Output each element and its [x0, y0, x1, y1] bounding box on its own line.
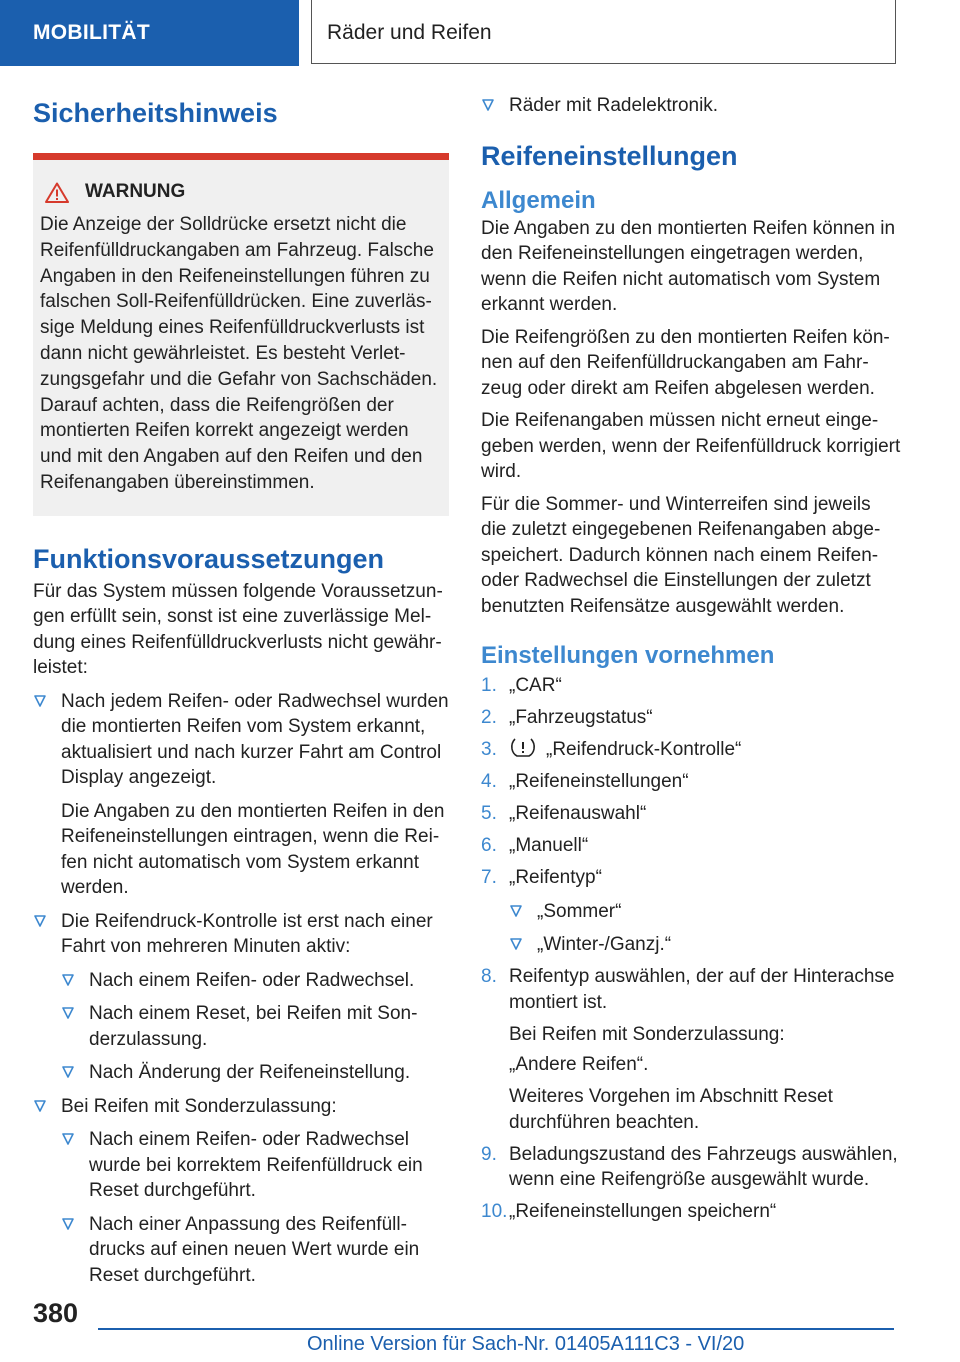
- step-text: „CAR“: [509, 675, 562, 697]
- step-text-row: [509, 737, 901, 763]
- paragraph: Die Angaben zu den montierten Reifen können in den Reifeneinstellungen eingetragen werden, wenn die Reifen nicht automatisch vom System erkannt werden.: [481, 217, 896, 316]
- sub-list-item: [509, 932, 901, 958]
- page-number: 380: [33, 1298, 79, 1328]
- step-item: [481, 737, 901, 763]
- heading-general: Allgemein: [481, 186, 596, 214]
- bullet-triangle-icon: [61, 1131, 75, 1147]
- sub-list-item-text: Nach einem Reifen- oder Radwechsel wurde bei korrektem Reifenfülldruck ein Reset durchgeführt.: [89, 1129, 423, 1202]
- step-extra: Bei Reifen mit Sonderzulassung:: [509, 1024, 785, 1046]
- step-text: „Reifenauswahl“: [509, 803, 647, 825]
- chapter-title: Räder und Reifen: [311, 0, 896, 64]
- heading-requirements: Funktionsvoraussetzungen: [33, 543, 385, 574]
- sub-list-item-text: „Sommer“: [537, 900, 622, 922]
- footer-divider: [98, 1328, 894, 1330]
- step-text: Reifentyp auswählen, der auf der Hinterachse montiert ist.: [509, 966, 895, 1013]
- step-item: [481, 801, 901, 827]
- paragraph: Die Reifengrößen zu den montierten Reifen können auf den Reifenfülldruckangaben am Fahrzeug oder direkt am Reifen abgelesen werden.: [481, 326, 890, 399]
- step-number: 4.: [481, 771, 497, 793]
- tire-pressure-icon: [509, 737, 537, 759]
- list-item: [33, 909, 449, 1086]
- bullet-triangle-icon: [509, 903, 523, 919]
- sub-list-item: [61, 1001, 449, 1052]
- step-number: 7.: [481, 867, 497, 889]
- step-number: 5.: [481, 803, 497, 825]
- warning-title-row: [45, 180, 442, 204]
- step-item: [481, 705, 901, 731]
- list-item: [33, 1094, 449, 1289]
- section-tab: MOBILITÄT: [0, 0, 299, 66]
- bullet-triangle-icon: [509, 936, 523, 952]
- paragraph: Für die Sommer- und Winterreifen sind jeweils die zuletzt eingegebenen Reifenangaben abgespeichert. Dadurch können nach einem Reifen- oder Radwechsel die Einstellungen der zuletzt benutzten Reifensätze ausgewählt werden.: [481, 493, 881, 617]
- requirements-list: [33, 689, 449, 1289]
- bullet-triangle-icon: [61, 1064, 75, 1080]
- step-text: „Reifeneinstellungen speichern“: [509, 1201, 777, 1223]
- warning-title: WARNUNG: [85, 181, 186, 203]
- continued-list: [481, 93, 901, 119]
- step-number: 1.: [481, 675, 497, 697]
- sub-list: [61, 968, 449, 1086]
- bullet-triangle-icon: [33, 693, 47, 709]
- step-item: [481, 1199, 901, 1225]
- list-item-text: Nach jedem Reifen- oder Radwechsel wurden die montierten Reifen vom System erkannt, aktualisiert und nach kurzer Fahrt am Control Display angezeigt.: [61, 690, 449, 789]
- list-item-text: Bei Reifen mit Sonderzulassung:: [61, 1095, 337, 1117]
- bullet-triangle-icon: [61, 1216, 75, 1232]
- sub-list-item: [61, 1212, 449, 1289]
- step-number: 8.: [481, 966, 497, 988]
- step-extra: „Andere Reifen“.: [509, 1053, 649, 1075]
- step-item: [481, 1142, 901, 1193]
- step-text: „Manuell“: [509, 835, 589, 857]
- sub-list-item-text: Nach einem Reifen- oder Radwechsel.: [89, 969, 415, 991]
- bullet-triangle-icon: [481, 97, 495, 113]
- bullet-triangle-icon: [33, 913, 47, 929]
- sub-list: [61, 1127, 449, 1288]
- step-item: [481, 833, 901, 859]
- step-text: „Reifeneinstellungen“: [509, 771, 689, 793]
- requirements-intro: Für das System müssen folgende Voraussetzungen erfüllt sein, sonst ist eine zuverlässige Meldung eines Reifenfülldruckverlusts nicht gewährleistet:: [33, 580, 443, 679]
- sub-list-item-text: Nach einem Reset, bei Reifen mit Sonderzulassung.: [89, 1003, 418, 1050]
- heading-steps: Einstellungen vornehmen: [481, 642, 775, 670]
- list-item-text: Die Reifendruck-Kontrolle ist erst nach einer Fahrt von mehreren Minuten aktiv:: [61, 910, 433, 958]
- left-column: [33, 96, 449, 1288]
- list-item-extra: Die Angaben zu den montierten Reifen in den Reifeneinstellungen eintragen, wenn die Reifen nicht automatisch vom System erkannt werden.: [61, 800, 445, 899]
- right-column: [481, 96, 901, 1225]
- bullet-triangle-icon: [61, 1005, 75, 1021]
- list-item-text: Räder mit Radelektronik.: [509, 95, 719, 116]
- sub-list-item: [61, 968, 449, 994]
- step-item: [481, 964, 901, 1135]
- warning-triangle-icon: [45, 182, 69, 203]
- sub-list-item-text: Nach einer Anpassung des Reifenfülldrucks auf einen neuen Wert wurde ein Reset durchgeführt.: [89, 1213, 420, 1286]
- step-number: 9.: [481, 1143, 497, 1165]
- bullet-triangle-icon: [61, 972, 75, 988]
- sub-list: [509, 899, 901, 958]
- step-number: 6.: [481, 835, 497, 857]
- bullet-triangle-icon: [33, 1098, 47, 1114]
- step-text: „Fahrzeugstatus“: [509, 707, 653, 729]
- sub-list-item-text: „Winter-/Ganzj.“: [537, 934, 672, 956]
- step-item: [481, 769, 901, 795]
- sub-list-item: [61, 1060, 449, 1086]
- step-text: „Reifentyp“: [509, 867, 602, 889]
- sub-list-item: [509, 899, 901, 925]
- step-text: Beladungszustand des Fahrzeugs auswählen, wenn eine Reifengröße ausgewählt wurde.: [509, 1143, 898, 1191]
- step-number: 2.: [481, 707, 497, 729]
- page-header: [0, 0, 960, 66]
- heading-safety: Sicherheitshinweis: [33, 98, 278, 128]
- sub-list-item: [61, 1127, 449, 1204]
- warning-text: Die Anzeige der Solldrücke ersetzt nicht die Reifenfülldruckangaben am Fahrzeug. Falsche Angaben in den Reifeneinstellungen führen zu falschen Soll-Reifenfülldrücken. Eine zuverlässige Meldung eines Reifenfülldruckverlusts ist dann nicht gewährleistet. Es besteht Verletzungsgefahr und die Gefahr von Sachschäden. Darauf achten, dass die Reifengrößen der montierten Reifen korrekt angezeigt werden und mit den Angaben auf den Reifen und den Reifenangaben übereinstimmen.: [40, 214, 438, 494]
- paragraph: Die Reifenangaben müssen nicht erneut eingegeben werden, wenn der Reifenfülldruck korrigiert wird.: [481, 410, 901, 483]
- warning-box: [33, 153, 449, 516]
- step-item: [481, 673, 901, 699]
- step-number: 3.: [481, 739, 497, 761]
- step-number: 10.: [481, 1201, 508, 1223]
- online-version-note: Online Version für Sach-Nr. 01405A111C3 - VI/20: [307, 1333, 745, 1355]
- list-item: [33, 689, 449, 901]
- step-item: [481, 865, 901, 958]
- step-text: „Reifendruck-Kontrolle“: [546, 739, 742, 761]
- heading-settings: Reifeneinstellungen: [481, 140, 738, 171]
- steps-list: [481, 673, 901, 1225]
- list-item: [481, 93, 901, 119]
- sub-list-item-text: Nach Änderung der Reifeneinstellung.: [89, 1062, 411, 1084]
- step-extra: Weiteres Vorgehen im Abschnitt Reset durchführen beachten.: [509, 1086, 833, 1133]
